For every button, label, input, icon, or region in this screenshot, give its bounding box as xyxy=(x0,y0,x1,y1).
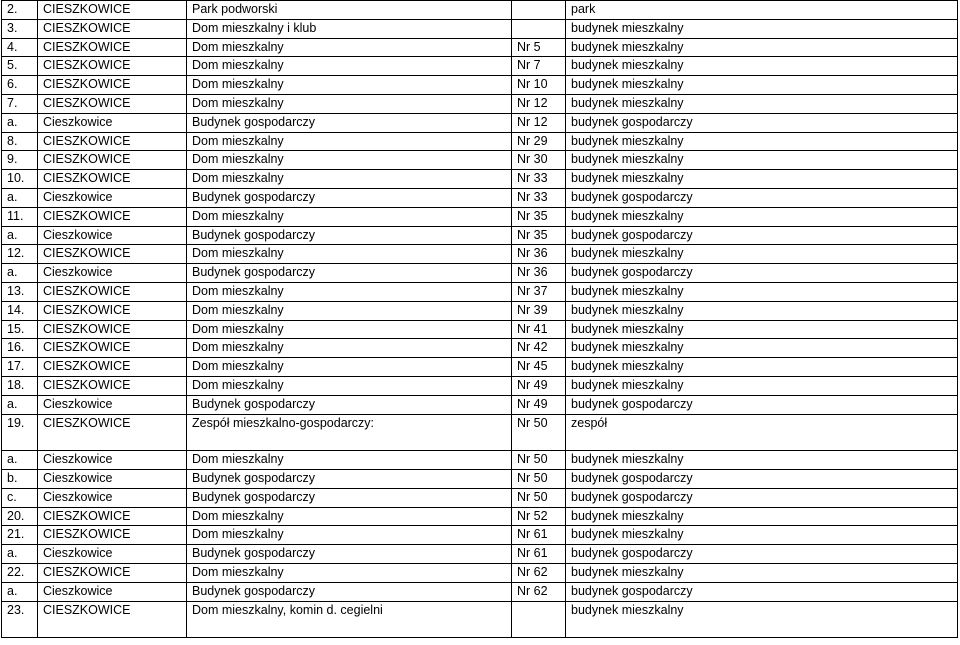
row-number-cell: a. xyxy=(2,451,38,470)
object-name-cell: Dom mieszkalny xyxy=(187,38,512,57)
object-type-cell: zespół xyxy=(566,414,958,451)
object-name-cell: Budynek gospodarczy xyxy=(187,488,512,507)
house-number-cell: Nr 52 xyxy=(512,507,566,526)
locality-cell: CIESZKOWICE xyxy=(38,57,187,76)
locality-cell: CIESZKOWICE xyxy=(38,132,187,151)
table-row xyxy=(2,563,958,582)
row-number-cell: 4. xyxy=(2,38,38,57)
house-number-cell: Nr 62 xyxy=(512,563,566,582)
row-number-cell: a. xyxy=(2,226,38,245)
house-number-cell: Nr 29 xyxy=(512,132,566,151)
row-number-cell: 11. xyxy=(2,207,38,226)
locality-cell: Cieszkowice xyxy=(38,113,187,132)
object-name-cell: Dom mieszkalny xyxy=(187,358,512,377)
locality-cell: Cieszkowice xyxy=(38,395,187,414)
house-number-cell: Nr 37 xyxy=(512,282,566,301)
locality-cell: CIESZKOWICE xyxy=(38,563,187,582)
row-number-cell: 19. xyxy=(2,414,38,451)
object-type-cell: budynek mieszkalny xyxy=(566,507,958,526)
row-number-cell: 7. xyxy=(2,94,38,113)
object-name-cell: Dom mieszkalny xyxy=(187,563,512,582)
object-name-cell: Dom mieszkalny i klub xyxy=(187,19,512,38)
table-row xyxy=(2,76,958,95)
object-name-cell: Zespół mieszkalno-gospodarczy: xyxy=(187,414,512,451)
object-type-cell: budynek mieszkalny xyxy=(566,19,958,38)
locality-cell: CIESZKOWICE xyxy=(38,526,187,545)
locality-cell: CIESZKOWICE xyxy=(38,207,187,226)
table-row xyxy=(2,19,958,38)
house-number-cell: Nr 42 xyxy=(512,339,566,358)
locality-cell: CIESZKOWICE xyxy=(38,38,187,57)
house-number-cell: Nr 5 xyxy=(512,38,566,57)
object-name-cell: Dom mieszkalny xyxy=(187,245,512,264)
locality-cell: Cieszkowice xyxy=(38,188,187,207)
house-number-cell: Nr 7 xyxy=(512,57,566,76)
object-name-cell: Budynek gospodarczy xyxy=(187,395,512,414)
row-number-cell: a. xyxy=(2,582,38,601)
house-number-cell: Nr 12 xyxy=(512,94,566,113)
row-number-cell: a. xyxy=(2,395,38,414)
row-number-cell: a. xyxy=(2,188,38,207)
house-number-cell: Nr 62 xyxy=(512,582,566,601)
object-type-cell: budynek mieszkalny xyxy=(566,301,958,320)
house-number-cell: Nr 10 xyxy=(512,76,566,95)
table-row xyxy=(2,113,958,132)
row-number-cell: 13. xyxy=(2,282,38,301)
object-type-cell: budynek gospodarczy xyxy=(566,469,958,488)
table-row xyxy=(2,188,958,207)
object-type-cell: budynek gospodarczy xyxy=(566,113,958,132)
locality-cell: Cieszkowice xyxy=(38,582,187,601)
locality-cell: CIESZKOWICE xyxy=(38,601,187,638)
object-name-cell: Dom mieszkalny xyxy=(187,57,512,76)
object-type-cell: budynek mieszkalny xyxy=(566,451,958,470)
object-type-cell: budynek gospodarczy xyxy=(566,582,958,601)
row-number-cell: 16. xyxy=(2,339,38,358)
object-name-cell: Dom mieszkalny xyxy=(187,339,512,358)
object-name-cell: Dom mieszkalny xyxy=(187,170,512,189)
object-name-cell: Dom mieszkalny xyxy=(187,76,512,95)
locality-cell: CIESZKOWICE xyxy=(38,507,187,526)
locality-cell: CIESZKOWICE xyxy=(38,1,187,20)
table-row xyxy=(2,545,958,564)
table-row xyxy=(2,507,958,526)
locality-cell: Cieszkowice xyxy=(38,451,187,470)
object-name-cell: Budynek gospodarczy xyxy=(187,264,512,283)
object-type-cell: park xyxy=(566,1,958,20)
row-number-cell: b. xyxy=(2,469,38,488)
house-number-cell: Nr 45 xyxy=(512,358,566,377)
house-number-cell: Nr 61 xyxy=(512,545,566,564)
object-name-cell: Budynek gospodarczy xyxy=(187,188,512,207)
table-row xyxy=(2,582,958,601)
house-number-cell: Nr 12 xyxy=(512,113,566,132)
object-name-cell: Budynek gospodarczy xyxy=(187,545,512,564)
object-type-cell: budynek mieszkalny xyxy=(566,94,958,113)
locality-cell: Cieszkowice xyxy=(38,488,187,507)
table-row xyxy=(2,601,958,638)
locality-cell: CIESZKOWICE xyxy=(38,245,187,264)
object-type-cell: budynek mieszkalny xyxy=(566,282,958,301)
house-number-cell xyxy=(512,601,566,638)
object-type-cell: budynek mieszkalny xyxy=(566,358,958,377)
table-row xyxy=(2,282,958,301)
object-type-cell: budynek mieszkalny xyxy=(566,170,958,189)
locality-cell: Cieszkowice xyxy=(38,545,187,564)
row-number-cell: 2. xyxy=(2,1,38,20)
table-row xyxy=(2,339,958,358)
table-row xyxy=(2,395,958,414)
object-name-cell: Dom mieszkalny xyxy=(187,507,512,526)
row-number-cell: 17. xyxy=(2,358,38,377)
row-number-cell: a. xyxy=(2,545,38,564)
object-type-cell: budynek gospodarczy xyxy=(566,264,958,283)
row-number-cell: 20. xyxy=(2,507,38,526)
table-row xyxy=(2,320,958,339)
row-number-cell: 21. xyxy=(2,526,38,545)
object-name-cell: Budynek gospodarczy xyxy=(187,582,512,601)
table-row xyxy=(2,469,958,488)
object-type-cell: budynek mieszkalny xyxy=(566,151,958,170)
object-name-cell: Dom mieszkalny xyxy=(187,320,512,339)
object-name-cell: Dom mieszkalny xyxy=(187,94,512,113)
object-type-cell: budynek mieszkalny xyxy=(566,563,958,582)
locality-cell: Cieszkowice xyxy=(38,226,187,245)
object-type-cell: budynek mieszkalny xyxy=(566,526,958,545)
row-number-cell: 15. xyxy=(2,320,38,339)
object-type-cell: budynek mieszkalny xyxy=(566,207,958,226)
row-number-cell: a. xyxy=(2,113,38,132)
table-row xyxy=(2,358,958,377)
locality-cell: Cieszkowice xyxy=(38,469,187,488)
row-number-cell: 14. xyxy=(2,301,38,320)
house-number-cell: Nr 41 xyxy=(512,320,566,339)
locality-cell: CIESZKOWICE xyxy=(38,301,187,320)
row-number-cell: 10. xyxy=(2,170,38,189)
locality-cell: CIESZKOWICE xyxy=(38,19,187,38)
object-name-cell: Budynek gospodarczy xyxy=(187,226,512,245)
locality-cell: CIESZKOWICE xyxy=(38,94,187,113)
object-type-cell: budynek mieszkalny xyxy=(566,376,958,395)
object-name-cell: Budynek gospodarczy xyxy=(187,469,512,488)
table-row xyxy=(2,38,958,57)
object-name-cell: Dom mieszkalny xyxy=(187,526,512,545)
object-type-cell: budynek mieszkalny xyxy=(566,132,958,151)
object-name-cell: Dom mieszkalny xyxy=(187,376,512,395)
house-number-cell: Nr 61 xyxy=(512,526,566,545)
house-number-cell: Nr 36 xyxy=(512,264,566,283)
house-number-cell: Nr 35 xyxy=(512,207,566,226)
object-name-cell: Dom mieszkalny xyxy=(187,301,512,320)
object-type-cell: budynek mieszkalny xyxy=(566,245,958,264)
table-row xyxy=(2,57,958,76)
object-name-cell: Dom mieszkalny xyxy=(187,451,512,470)
table-row xyxy=(2,414,958,451)
locality-cell: CIESZKOWICE xyxy=(38,151,187,170)
house-number-cell: Nr 35 xyxy=(512,226,566,245)
row-number-cell: 6. xyxy=(2,76,38,95)
object-type-cell: budynek mieszkalny xyxy=(566,339,958,358)
house-number-cell: Nr 50 xyxy=(512,414,566,451)
object-type-cell: budynek mieszkalny xyxy=(566,601,958,638)
house-number-cell: Nr 36 xyxy=(512,245,566,264)
table-row xyxy=(2,264,958,283)
table-row xyxy=(2,226,958,245)
row-number-cell: a. xyxy=(2,264,38,283)
table-row xyxy=(2,1,958,20)
house-number-cell: Nr 49 xyxy=(512,395,566,414)
locality-cell: CIESZKOWICE xyxy=(38,339,187,358)
object-name-cell: Dom mieszkalny, komin d. cegielni xyxy=(187,601,512,638)
row-number-cell: 23. xyxy=(2,601,38,638)
locality-cell: CIESZKOWICE xyxy=(38,320,187,339)
object-type-cell: budynek gospodarczy xyxy=(566,395,958,414)
house-number-cell: Nr 49 xyxy=(512,376,566,395)
locality-cell: Cieszkowice xyxy=(38,264,187,283)
object-name-cell: Dom mieszkalny xyxy=(187,151,512,170)
object-type-cell: budynek gospodarczy xyxy=(566,488,958,507)
house-number-cell: Nr 50 xyxy=(512,488,566,507)
object-name-cell: Park podworski xyxy=(187,1,512,20)
object-name-cell: Dom mieszkalny xyxy=(187,282,512,301)
table-row xyxy=(2,451,958,470)
table-row xyxy=(2,376,958,395)
row-number-cell: 9. xyxy=(2,151,38,170)
object-type-cell: budynek gospodarczy xyxy=(566,226,958,245)
house-number-cell: Nr 50 xyxy=(512,451,566,470)
house-number-cell: Nr 30 xyxy=(512,151,566,170)
object-name-cell: Dom mieszkalny xyxy=(187,132,512,151)
object-type-cell: budynek gospodarczy xyxy=(566,545,958,564)
row-number-cell: 5. xyxy=(2,57,38,76)
row-number-cell: 18. xyxy=(2,376,38,395)
locality-cell: CIESZKOWICE xyxy=(38,414,187,451)
table-row xyxy=(2,301,958,320)
locality-cell: CIESZKOWICE xyxy=(38,376,187,395)
locality-cell: CIESZKOWICE xyxy=(38,170,187,189)
table-body xyxy=(2,1,958,638)
monument-register-table xyxy=(1,0,958,638)
table-row xyxy=(2,170,958,189)
object-name-cell: Dom mieszkalny xyxy=(187,207,512,226)
house-number-cell: Nr 33 xyxy=(512,170,566,189)
house-number-cell: Nr 39 xyxy=(512,301,566,320)
table-row xyxy=(2,151,958,170)
locality-cell: CIESZKOWICE xyxy=(38,358,187,377)
table-row xyxy=(2,132,958,151)
row-number-cell: 12. xyxy=(2,245,38,264)
house-number-cell xyxy=(512,19,566,38)
object-name-cell: Budynek gospodarczy xyxy=(187,113,512,132)
object-type-cell: budynek mieszkalny xyxy=(566,38,958,57)
row-number-cell: c. xyxy=(2,488,38,507)
row-number-cell: 3. xyxy=(2,19,38,38)
house-number-cell xyxy=(512,1,566,20)
object-type-cell: budynek mieszkalny xyxy=(566,320,958,339)
row-number-cell: 8. xyxy=(2,132,38,151)
locality-cell: CIESZKOWICE xyxy=(38,76,187,95)
object-type-cell: budynek gospodarczy xyxy=(566,188,958,207)
row-number-cell: 22. xyxy=(2,563,38,582)
table-row xyxy=(2,245,958,264)
house-number-cell: Nr 33 xyxy=(512,188,566,207)
table-row xyxy=(2,94,958,113)
table-row xyxy=(2,526,958,545)
table-row xyxy=(2,207,958,226)
object-type-cell: budynek mieszkalny xyxy=(566,57,958,76)
object-type-cell: budynek mieszkalny xyxy=(566,76,958,95)
locality-cell: CIESZKOWICE xyxy=(38,282,187,301)
house-number-cell: Nr 50 xyxy=(512,469,566,488)
table-row xyxy=(2,488,958,507)
